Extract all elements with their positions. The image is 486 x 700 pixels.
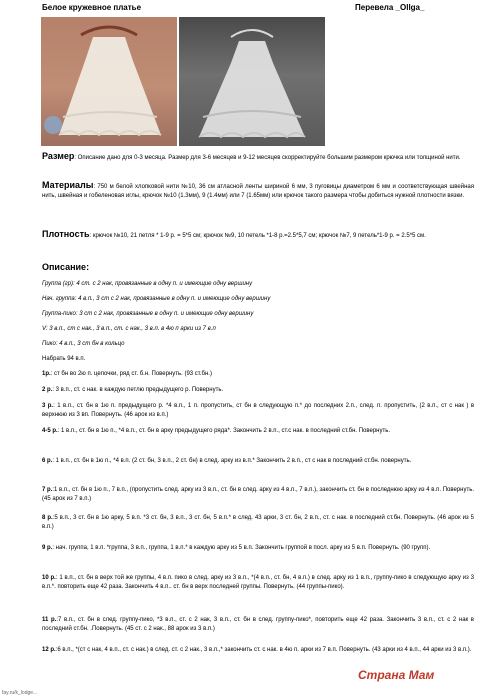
row-instruction [42, 370, 474, 379]
row-text: :1 в.п., ст. бн в 1ю п., 7 в.п., (пропустить след. арку из 3 в.п., ст. бн в след. арку из 4 в.п., 7 в.п.), закончить ст. бн в последнюю арку из 4 в.п. Повернуть. (45 арок из 7 в.п.) [42, 487, 474, 503]
materials-paragraph [42, 181, 474, 201]
row-instruction [42, 402, 474, 420]
row-text: :6 в.п., *(ст с нак, 4 в.п., ст. с нак.) в след. ст. с 2 нак., 3 в.п.,* закончить ст. с нак. в 4ю п. арки из 7 в.п. Повернуть. (43 арки из 4 в.п., 44 арки из 3 в.п.). [55, 647, 472, 653]
row-instruction [42, 544, 474, 553]
row-text: : 3 в.п., ст. с нак. в каждую петлю предыдущего р. Повернуть. [52, 387, 224, 393]
legend-item: Нач. группа: 4 в.п., 3 ст с 2 нак, провязанные в одну п. и имеющие одну вершину [42, 296, 271, 302]
row-text: : 1 в.п., ст. бн в 1ю п. предыдущего р. *4 в.п., 1 п. пропустить, ст бн в следующую п.* до последних 2.п., след. п. пропустить, (2 в.п., ст с нак ) в верхнюю из 3 вп. Повернуть. (46 арок из в.п.) [42, 403, 475, 419]
materials-label: Материалы [42, 180, 94, 190]
dress-photo-color [41, 17, 177, 146]
legend-item: Группа-пико: 3 ст с 2 нак, провязанные в одну п. и имеющие одну вершину [42, 311, 254, 317]
row-number: 3 р. [42, 403, 54, 409]
dress-photo-bw [179, 17, 325, 146]
row-text: : ст бн во 2ю п. цепочки, ряд ст. б.н. Повернуть. (93 ст.бн.) [50, 371, 212, 377]
watermark-footer: fay.ru/k_lodge... [2, 690, 38, 696]
row-instruction [42, 646, 474, 655]
document-header [0, 3, 486, 17]
row-number: 7 р. [42, 487, 53, 493]
density-text: : крючок №10, 21 петля * 1-9 р. = 5*5 см; крючок №9, 10 петель *1-8 р.=2.5*5,7 см; крючок №7, 9 петель*1-9 р. = 2.5*5 см. [89, 233, 426, 239]
row-text: :7 в.п., ст. бн в след. группу-пико, *3 в.п., ст. с 2 нак, 3 в.п., ст. бн в след. группу-пико*, повторить еще 42 раза. Закончить 3 в.п., ст. с 2 нак в последний ст.бн. .Повернуть. (45 ст. с 2 нак., 88 арок из 3 в.п.) [42, 617, 474, 633]
row-text: :5 в.п., 3 ст. бн в 1ю арку, 5 в.п. *3 ст. бн, 3 в.п., 3 ст. бн, 5 в.п.* в след. 43 арки, 3 ст. бн, 2 в.п., ст. с нак. в последний ст.бн. Повернуть. (46 арок из 5 в.п.) [42, 515, 474, 531]
row-text: : 1 в.п., ст. бн в верх той же группы, 4 в.п. пико в след. арку из 3 в.п., *(4 в.п., ст. бн, 4 в.п.) в след. арку из 1 в.п., группу-пико в следующую арку из 3 в.п.*. повторить еще 42 раза. Закончить 4 в.п.. ст. бн в верх последней группы. Повернуть. (44 группы-пико). [42, 575, 474, 591]
legend-item: Группа (гр): 4 ст. с 2 нак, провязанные в одну п. и имеющие одну вершину [42, 281, 253, 287]
row-instruction [42, 386, 474, 395]
row-number: 6 р. [42, 458, 53, 464]
legend-item: Пико: 4 в.п., 3 ст бн в кольцо [42, 341, 125, 347]
density-paragraph [42, 230, 474, 241]
row-number: 9 р. [42, 545, 53, 551]
row-number: 2 р. [42, 387, 53, 393]
size-paragraph [42, 152, 474, 163]
row-number: 4-5 р. [42, 428, 58, 434]
row-instruction [42, 574, 474, 592]
watermark-logo: Страна Мам [358, 668, 435, 682]
row-instruction [42, 514, 474, 532]
legend-item: V: 3 в.п., ст с нак., 3 в.п., ст. с нак., 3 в.п. в 4ю п арки из 7 в.п [42, 326, 216, 332]
description-label: Описание: [42, 262, 90, 272]
row-number: 8 р. [42, 515, 53, 521]
row-instruction [42, 486, 474, 504]
row-text: : 1 в.п., ст. бн в 1ю п., *4 в.п., ст. бн в арку предыдущего ряда*. Закончить 2 в.п., ст.с нак. в последний ст.бн. Повернуть. [57, 428, 391, 434]
row-instruction [42, 427, 474, 436]
density-label: Плотность [42, 229, 90, 239]
size-label: Размер [42, 151, 75, 161]
translator-credit: Перевела _Ollga_ [355, 3, 425, 12]
row-instruction [42, 616, 474, 634]
row-instruction [42, 457, 474, 466]
row-number: 11 р. [42, 617, 57, 623]
row-number: 10 р. [42, 575, 56, 581]
size-text: : Описание дано для 0-3 месяца. Размер для 3-6 месяцев и 9-12 месяцев скорректируйте большим размером крючка или толщиной нити. [74, 155, 461, 161]
start-instruction: Набрать 94 в.п. [42, 356, 86, 362]
row-text: : 1 в.п., ст. бн в 1ю п., *4 в.п. (2 ст. бн, 3 в.п., 2 ст. бн) в след. арку из в.п.* Закончить 2 в.п., ст с нак в последний ст.бн. повернуть. [52, 458, 412, 464]
row-number: 12 р. [42, 647, 56, 653]
document-title: Белое кружевное платье [42, 3, 142, 12]
dress-photos [41, 17, 378, 146]
materials-text: : 750 м белой хлопковой нити №10, 36 см атласной ленты шириной 6 мм, 3 пуговицы диаметром 6 мм и соответствующая швейная нить, швейная и гобеленовая иглы, крючок №10 (1.3мм), 9 (1.4мм) или 7 (1.65мм) или крючок такого размера чтобы добиться нужной плотности вязки. [42, 184, 474, 200]
row-number: 1р. [42, 371, 51, 377]
row-text: : нач. группа, 1 в.п. *группа, 3 в.п., группа, 1 в.п.* в каждую арку из 5 в.п. Закончить группой в посл. арку из 5 в.п. Повернуть. (90 групп). [52, 545, 431, 551]
